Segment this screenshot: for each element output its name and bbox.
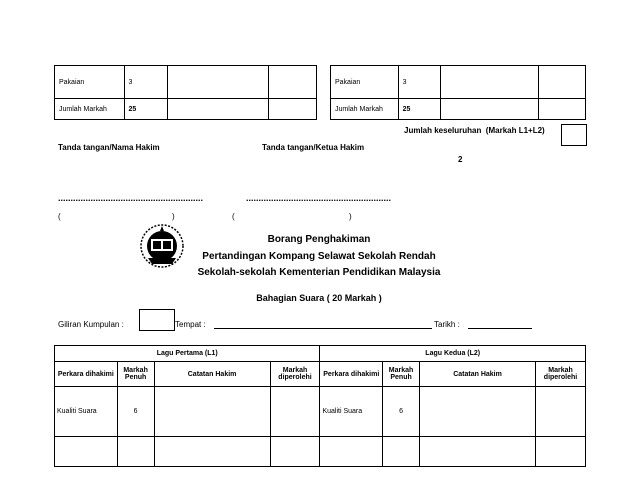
item-label: Pakaian (331, 66, 399, 99)
score-cell[interactable] (268, 66, 316, 99)
col-markah-penuh: Markah Penuh (117, 362, 154, 387)
item-label: Pakaian (55, 66, 125, 99)
col-catatan: Catatan Hakim (420, 362, 536, 387)
col-perkara: Perkara dihakimi (55, 362, 118, 387)
notes-cell[interactable] (441, 99, 539, 120)
place-input-line[interactable] (214, 327, 432, 329)
top-right-score-table (330, 65, 586, 120)
empty-cell[interactable] (270, 437, 320, 467)
empty-cell[interactable] (420, 437, 536, 467)
empty-cell[interactable] (117, 437, 154, 467)
row-full-mark: 6 (383, 387, 420, 437)
notes-cell[interactable] (168, 99, 269, 120)
row-score[interactable] (536, 387, 586, 437)
top-left-score-table (54, 65, 317, 120)
notes-cell[interactable] (168, 66, 269, 99)
grand-total-label: Jumlah keseluruhan (Markah L1+L2) (404, 126, 545, 135)
row-notes[interactable] (420, 387, 536, 437)
empty-cell[interactable] (55, 437, 118, 467)
score-cell[interactable] (268, 99, 316, 120)
empty-cell[interactable] (383, 437, 420, 467)
grand-total-number: 2 (458, 155, 463, 164)
date-input-line[interactable] (468, 327, 532, 329)
grand-total-box[interactable] (561, 124, 587, 146)
head-judge-signature-label: Tanda tangan/Ketua Hakim (262, 143, 365, 152)
section-title: Bahagian Suara ( 20 Markah ) (256, 293, 382, 303)
form-title: Borang Penghakiman (267, 234, 371, 245)
col-diperolehi: Markah diperolehi (270, 362, 320, 387)
notes-cell[interactable] (441, 66, 539, 99)
empty-cell[interactable] (320, 437, 383, 467)
row-full-mark: 6 (117, 387, 154, 437)
head-judge-name-paren-close: ) (349, 212, 352, 221)
competition-title: Pertandingan Kompang Selawat Sekolah Rendah (202, 251, 436, 262)
total-label: Jumlah Markah (55, 99, 125, 120)
row-item: Kualiti Suara (55, 387, 118, 437)
head-judge-signature-line[interactable]: .......................................................... (246, 193, 392, 203)
head-judge-name-paren-open: ( (232, 212, 235, 221)
col-markah-penuh: Markah Penuh (383, 362, 420, 387)
total-mark: 25 (398, 99, 441, 120)
judge-name-paren-open: ( (58, 212, 61, 221)
date-label: Tarikh : (434, 320, 460, 329)
crest-icon (138, 222, 186, 270)
song1-header: Lagu Pertama (L1) (55, 346, 320, 362)
empty-cell[interactable] (536, 437, 586, 467)
group-turn-box[interactable] (139, 309, 175, 331)
score-cell[interactable] (539, 99, 586, 120)
place-label: Tempat : (175, 320, 206, 329)
song2-header: Lagu Kedua (L2) (320, 346, 586, 362)
col-perkara: Perkara dihakimi (320, 362, 383, 387)
row-score[interactable] (270, 387, 320, 437)
ministry-title: Sekolah-sekolah Kementerian Pendidikan Malaysia (197, 267, 441, 278)
judge-signature-line[interactable]: .......................................................... (58, 193, 204, 203)
full-mark: 3 (124, 66, 168, 99)
score-cell[interactable] (539, 66, 586, 99)
group-turn-label: Giliran Kumpulan : (58, 320, 124, 329)
judge-signature-label: Tanda tangan/Nama Hakim (58, 143, 160, 152)
total-mark: 25 (124, 99, 168, 120)
col-catatan: Catatan Hakim (154, 362, 270, 387)
col-diperolehi: Markah diperolehi (536, 362, 586, 387)
row-notes[interactable] (154, 387, 270, 437)
full-mark: 3 (398, 66, 441, 99)
ministry-crest-logo (138, 222, 186, 270)
judge-name-paren-close: ) (172, 212, 175, 221)
row-item: Kualiti Suara (320, 387, 383, 437)
total-label: Jumlah Markah (331, 99, 399, 120)
judging-table (54, 345, 586, 467)
empty-cell[interactable] (154, 437, 270, 467)
